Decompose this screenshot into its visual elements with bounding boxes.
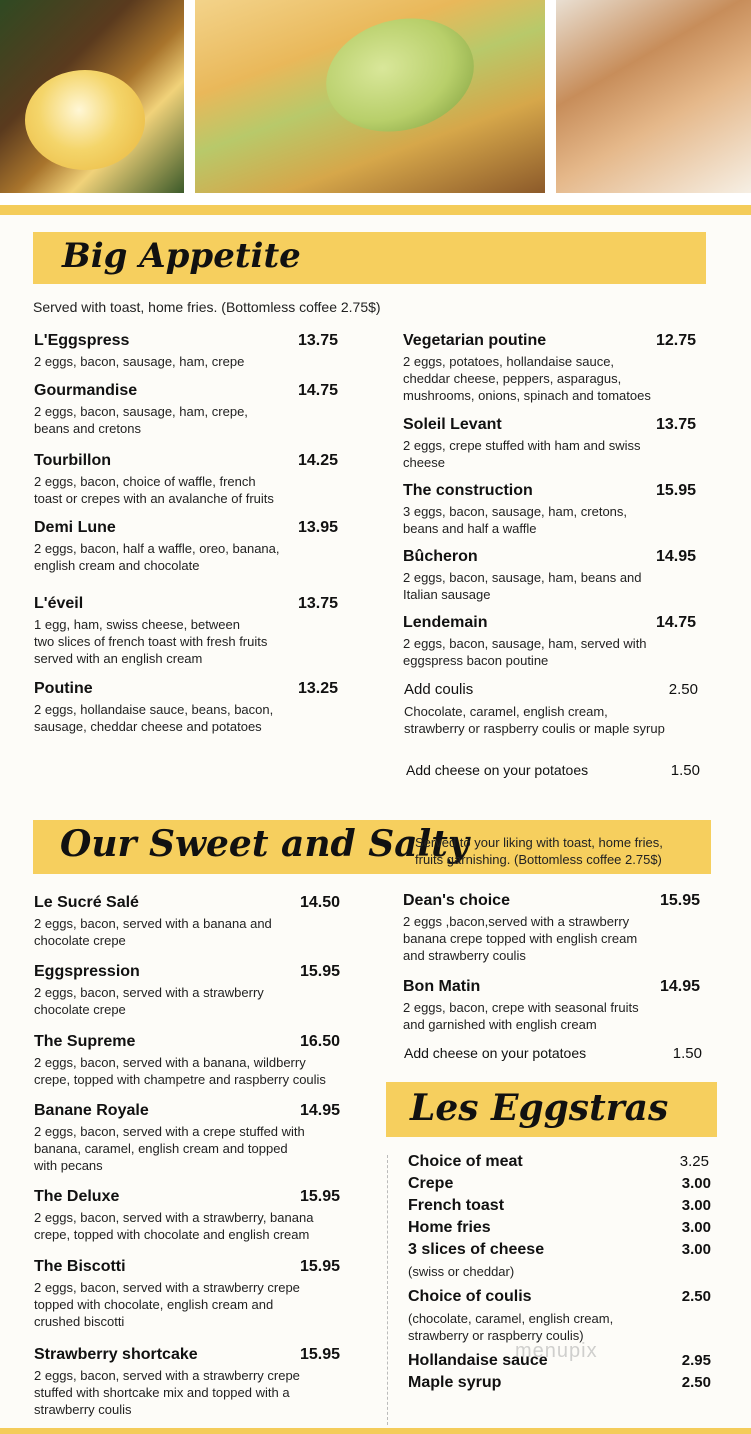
menu-item-description: 2 eggs, bacon, served with a strawberry crepe stuffed with shortcake mix and topped with a strawberry coulis (34, 1368, 300, 1417)
eggstra-name: Crepe (408, 1175, 454, 1192)
menu-item-name: Tourbillon (34, 452, 112, 469)
menu-item-price: 16.50 (299, 1033, 340, 1050)
menu-item-name: The Supreme (34, 1033, 136, 1050)
menu-item (403, 548, 696, 603)
menu-item (34, 519, 338, 574)
menu-item-name: Demi Lune (34, 519, 116, 536)
divider-stripe (0, 205, 751, 215)
menu-item-name: L'éveil (34, 595, 84, 612)
menu-item-price: 15.95 (299, 1346, 340, 1363)
eggstra-name: French toast (408, 1197, 505, 1214)
menu-item-description: 2 eggs, bacon, sausage, ham, served with eggspress bacon poutine (403, 636, 647, 668)
menu-item-name: The Biscotti (34, 1258, 126, 1275)
eggstra-name: Choice of meat (408, 1153, 523, 1170)
add-coulis-name: Add coulis (404, 681, 474, 698)
add-cheese-price: 1.50 (670, 762, 700, 779)
menu-item-description: 2 eggs, hollandaise sauce, beans, bacon, sausage, cheddar cheese and potatoes (34, 702, 274, 734)
big-appetite-title: Big Appetite (62, 236, 301, 276)
menu-item-name: The construction (403, 482, 533, 499)
menu-item-price: 14.50 (299, 894, 340, 911)
menu-item (403, 892, 700, 964)
sweet-salty-title: Our Sweet and Salty (60, 823, 469, 865)
menu-item-name: Vegetarian poutine (403, 332, 547, 349)
menu-item-description: 2 eggs, bacon, served with a strawberry chocolate crepe (34, 985, 264, 1017)
add-coulis-price: 2.50 (668, 681, 698, 698)
food-photo-strip (0, 0, 751, 205)
menu-item (34, 894, 340, 949)
menu-item (34, 680, 338, 735)
menu-item-name: Lendemain (403, 614, 488, 631)
eggstra-price: 3.00 (681, 1175, 711, 1192)
menu-item-price: 13.75 (655, 416, 696, 433)
eggstra-name: Hollandaise sauce (408, 1352, 548, 1369)
menu-item-price: 15.95 (659, 892, 700, 909)
eggstra-price: 2.50 (681, 1374, 711, 1391)
menu-item (34, 1033, 340, 1088)
eggstra-note: (swiss or cheddar) (408, 1264, 515, 1279)
menu-item-description: 1 egg, ham, swiss cheese, between two slices of french toast with fresh fruits served with an english cream (34, 617, 268, 666)
menu-item-price: 13.95 (297, 519, 338, 536)
menu-item-name: Dean's choice (403, 892, 510, 909)
menu-item-name: Le Sucré Salé (34, 894, 139, 911)
menu-item (34, 332, 338, 370)
menu-item-price: 15.95 (299, 1188, 340, 1205)
menu-item (403, 332, 696, 404)
menu-item-description: 2 eggs, potatoes, hollandaise sauce, cheddar cheese, peppers, asparagus, mushrooms, onions, spinach and tomatoes (403, 354, 651, 403)
menu-item-name: L'Eggspress (34, 332, 130, 349)
menu-item-price: 15.95 (299, 963, 340, 980)
add-cheese-item-1 (406, 762, 700, 778)
watermark: menupix (515, 1340, 598, 1362)
eggstra-name: Choice of coulis (408, 1288, 532, 1305)
menu-item-price: 15.95 (655, 482, 696, 499)
eggstras-divider (387, 1155, 388, 1425)
menu-item-description: 2 eggs, bacon, served with a banana and chocolate crepe (34, 916, 272, 948)
menu-item (34, 452, 338, 507)
menu-item-name: Eggspression (34, 963, 140, 980)
menu-item-description: 2 eggs, bacon, served with a strawberry, banana crepe, topped with chocolate and english cream (34, 1210, 314, 1242)
menu-item (34, 595, 338, 667)
menu-item-description: 2 eggs, bacon, served with a strawberry crepe topped with chocolate, english cream and crushed biscotti (34, 1280, 300, 1329)
menu-item (34, 963, 340, 1018)
eggstra-name: 3 slices of cheese (408, 1241, 545, 1258)
menu-item-price: 14.25 (297, 452, 338, 469)
eggstra-item (408, 1288, 713, 1344)
menu-item-price: 14.95 (299, 1102, 340, 1119)
eggstra-price: 3.00 (681, 1241, 711, 1258)
eggs-benedict-photo (0, 0, 184, 193)
add-coulis-item (404, 681, 698, 737)
menu-item-price: 12.75 (655, 332, 696, 349)
sweet-salty-subtitle: Served to your liking with toast, home fries, fruits garnishing. (Bottomless coffee 2.75$) (415, 835, 663, 867)
eggstras-title: Les Eggstras (410, 1087, 669, 1129)
menu-item (403, 978, 700, 1033)
menu-item-name: Poutine (34, 680, 93, 697)
menu-item-price: 14.95 (659, 978, 700, 995)
menu-item-price: 14.75 (297, 382, 338, 399)
menu-item-price: 15.95 (299, 1258, 340, 1275)
menu-item-price: 13.75 (297, 332, 338, 349)
menu-item (34, 1102, 340, 1174)
menu-item-description: 2 eggs, bacon, sausage, ham, beans and Italian sausage (403, 570, 642, 602)
menu-item-name: Gourmandise (34, 382, 138, 399)
eggstra-price: 3.00 (681, 1197, 711, 1214)
menu-item (34, 1258, 340, 1330)
menu-item-description: 2 eggs, bacon, sausage, ham, crepe, beans and cretons (34, 404, 248, 436)
menu-item-description: 2 eggs, bacon, served with a banana, wildberry crepe, topped with champetre and raspberry coulis (34, 1055, 326, 1087)
menu-item-price: 13.25 (297, 680, 338, 697)
add-coulis-desc: Chocolate, caramel, english cream, strawberry or raspberry coulis or maple syrup (404, 704, 665, 736)
add-cheese-name: Add cheese on your potatoes (406, 762, 589, 778)
menu-item-description: 2 eggs, bacon, crepe with seasonal fruits and garnished with english cream (403, 1000, 639, 1032)
menu-item (403, 416, 696, 471)
eggstra-item (408, 1153, 713, 1171)
menu-item-name: Banane Royale (34, 1102, 149, 1119)
bottom-stripe (0, 1428, 751, 1434)
eggstra-price: 3.00 (681, 1219, 711, 1236)
eggstra-item (408, 1175, 713, 1193)
menu-item-description: 2 eggs ,bacon,served with a strawberry banana crepe topped with english cream and strawberry coulis (403, 914, 638, 963)
add-cheese-price-2: 1.50 (672, 1045, 702, 1062)
menu-item (34, 382, 338, 437)
add-cheese-name-2: Add cheese on your potatoes (404, 1045, 587, 1061)
menu-item-name: Soleil Levant (403, 416, 502, 433)
menu-item-name: Bon Matin (403, 978, 481, 995)
menu-item (34, 1346, 340, 1418)
menu-item-description: 2 eggs, bacon, half a waffle, oreo, banana, english cream and chocolate (34, 541, 280, 573)
big-appetite-subtitle: Served with toast, home fries. (Bottomless coffee 2.75$) (33, 299, 381, 315)
eggstra-name: Home fries (408, 1219, 491, 1236)
eggstra-item (408, 1241, 713, 1280)
menu-item-description: 2 eggs, bacon, sausage, ham, crepe (34, 354, 245, 369)
eggstra-item (408, 1197, 713, 1215)
menu-item-price: 14.75 (655, 614, 696, 631)
eggstra-price: 3.25 (679, 1153, 709, 1170)
menu-item-description: 2 eggs, bacon, served with a crepe stuffed with banana, caramel, english cream and topped with pecans (34, 1124, 305, 1173)
menu-item-description: 2 eggs, crepe stuffed with ham and swiss cheese (403, 438, 641, 470)
eggstra-item (408, 1219, 713, 1237)
menu-item (403, 614, 696, 669)
menu-item-price: 13.75 (297, 595, 338, 612)
menu-item-price: 14.95 (655, 548, 696, 565)
eggstra-price: 2.95 (681, 1352, 711, 1369)
menu-item-description: 3 eggs, bacon, sausage, ham, cretons, beans and half a waffle (403, 504, 628, 536)
menu-item-description: 2 eggs, bacon, choice of waffle, french toast or crepes with an avalanche of fruits (34, 474, 274, 506)
eggstra-note: (chocolate, caramel, english cream, strawberry or raspberry coulis) (408, 1311, 614, 1343)
eggstra-item (408, 1374, 713, 1392)
menu-item-name: Strawberry shortcake (34, 1346, 198, 1363)
eggstra-name: Maple syrup (408, 1374, 502, 1391)
menu-item-name: Bûcheron (403, 548, 478, 565)
menu-item (34, 1188, 340, 1243)
eggstra-price: 2.50 (681, 1288, 711, 1305)
crepe-photo (556, 0, 751, 193)
menu-item-name: The Deluxe (34, 1188, 120, 1205)
add-cheese-item-2 (404, 1045, 702, 1061)
omelette-avocado-photo (195, 0, 545, 193)
menu-item (403, 482, 696, 537)
